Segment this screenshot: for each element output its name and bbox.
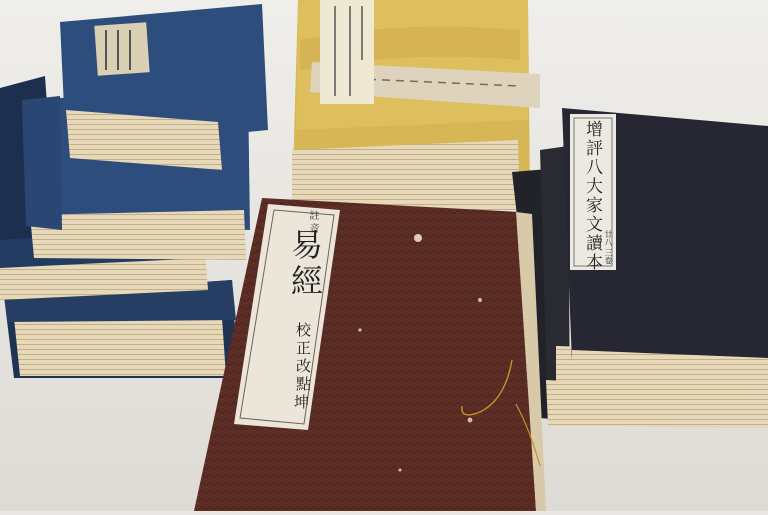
yellow-book-stack [292, 0, 540, 210]
right-book-title: 增評八大家文讀本 [582, 120, 602, 272]
black-book-stack [512, 108, 768, 428]
main-book-volume: 坤 [292, 394, 310, 409]
right-book-note: 廿八 三卷 [604, 230, 613, 265]
main-book-small-heading: 註 音 [307, 210, 318, 234]
main-book-title: 易經 [286, 228, 324, 300]
main-book-subtitle: 校正改點 [294, 322, 312, 394]
